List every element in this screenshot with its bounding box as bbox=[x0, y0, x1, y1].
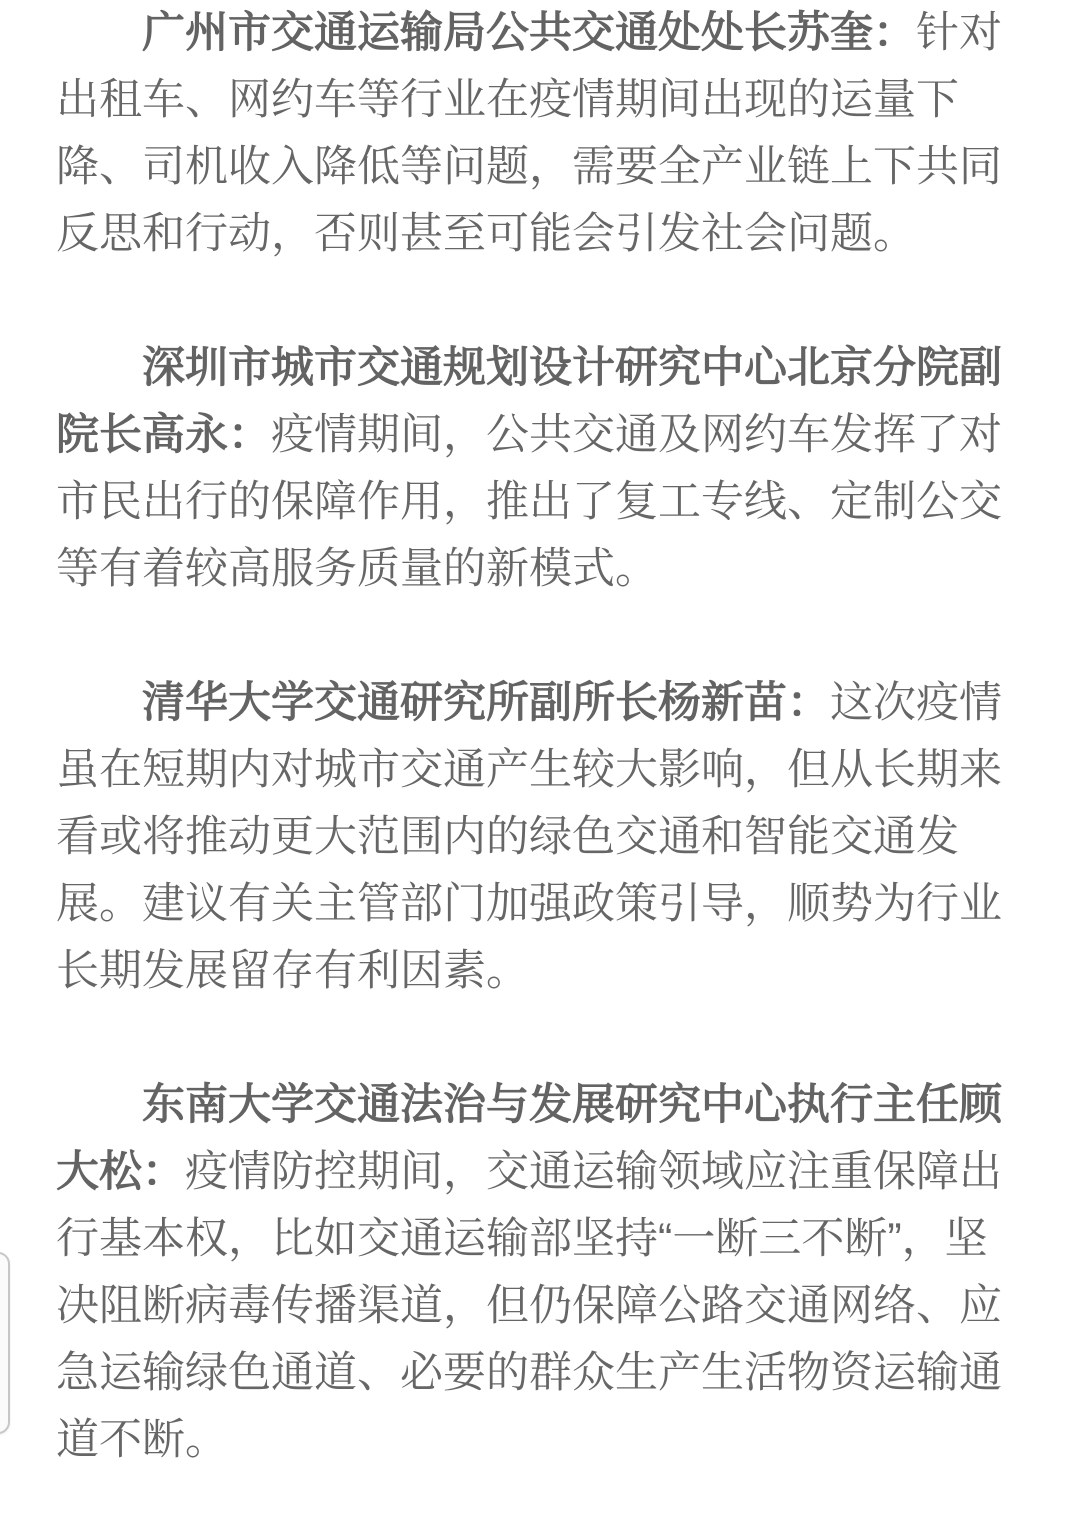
speaker-title: 深圳市城市交通规划设计研究中心北京分院副院长高永： bbox=[56, 344, 1002, 459]
speaker-title: 广州市交通运输局公共交通处处长苏奎： bbox=[142, 9, 916, 57]
edge-panel-handle[interactable] bbox=[0, 1252, 10, 1434]
paragraph-gao-yong bbox=[56, 335, 1024, 603]
speaker-quote: 疫情期间，公共交通及网约车发挥了对市民出行的保障作用，推出了复工专线、定制公交等有着较高服务质量的新模式。 bbox=[56, 411, 1002, 593]
paragraph-gu-dasong bbox=[56, 1072, 1024, 1474]
paragraph-su-kui bbox=[56, 0, 1024, 268]
speaker-quote: 疫情防控期间，交通运输领域应注重保障出行基本权，比如交通运输部坚持“一断三不断”，坚决阻断病毒传播渠道，但仍保障公路交通网络、应急运输绿色通道、必要的群众生产生活物资运输通道不断。 bbox=[56, 1148, 1002, 1464]
paragraph-yang-xinmiao bbox=[56, 670, 1024, 1005]
speaker-quote: 这次疫情虽在短期内对城市交通产生较大影响，但从长期来看或将推动更大范围内的绿色交通和智能交通发展。建议有关主管部门加强政策引导，顺势为行业长期发展留存有利因素。 bbox=[56, 679, 1002, 995]
speaker-title: 东南大学交通法治与发展研究中心执行主任顾大松： bbox=[56, 1081, 1002, 1196]
speaker-title: 清华大学交通研究所副所长杨新苗： bbox=[142, 679, 830, 727]
speaker-quote: 针对出租车、网约车等行业在疫情期间出现的运量下降、司机收入降低等问题，需要全产业链上下共同反思和行动，否则甚至可能会引发社会问题。 bbox=[56, 9, 1002, 258]
